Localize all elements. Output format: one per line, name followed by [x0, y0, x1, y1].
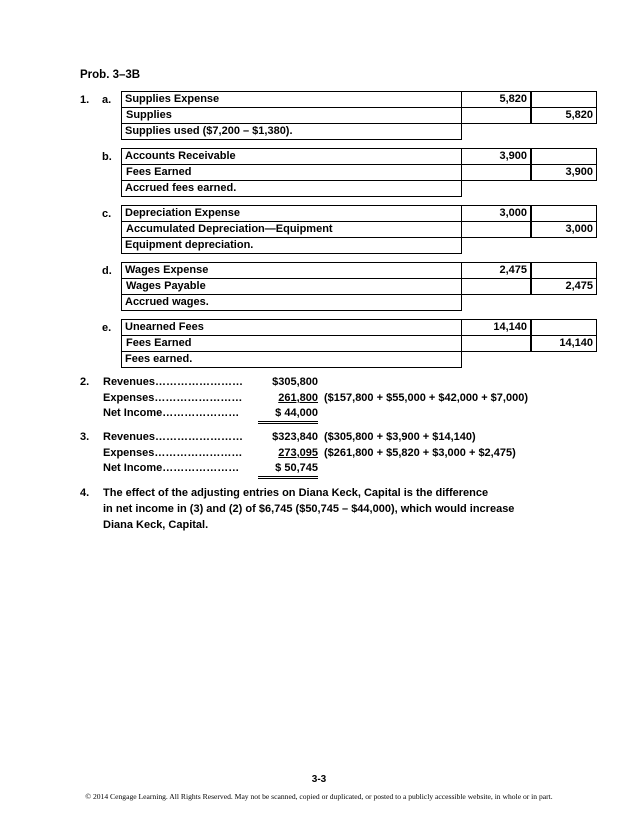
journal-entry-d	[121, 262, 597, 311]
journal-entry-e	[121, 319, 597, 368]
credit-account: Fees Earned	[122, 165, 462, 181]
income-amount: $323,840	[272, 431, 318, 443]
debit-amount: 2,475	[462, 263, 532, 279]
conclusion-line: Diana Keck, Capital.	[103, 519, 209, 531]
credit-amount: 3,900	[531, 165, 597, 181]
explanation: Supplies used ($7,200 – $1,380).	[122, 124, 462, 140]
credit-amount: 3,000	[531, 222, 597, 238]
journal-entry-c	[121, 205, 597, 254]
page-number: 3-3	[311, 774, 327, 785]
debit-account: Wages Expense	[122, 263, 462, 279]
part-number: 4.	[80, 487, 90, 499]
credit-account: Wages Payable	[122, 279, 462, 295]
debit-amount: 3,000	[462, 206, 532, 222]
debit-amount: 14,140	[462, 320, 532, 336]
debit-account: Accounts Receivable	[122, 149, 462, 165]
credit-account: Supplies	[126, 109, 172, 121]
page-title: Prob. 3–3B	[80, 69, 141, 81]
calc-note: ($261,800 + $5,820 + $3,000 + $2,475)	[324, 447, 516, 459]
income-amount: 273,095	[278, 447, 318, 459]
entry-letter: d.	[102, 265, 112, 277]
income-amount: $305,800	[272, 376, 318, 388]
income-label: Revenues……………………	[103, 376, 243, 388]
income-label: Net Income…………………	[103, 462, 240, 474]
credit-account: Accumulated Depreciation—Equipment	[122, 222, 462, 238]
debit-amount: 5,820	[462, 92, 532, 108]
income-amount: $ 44,000	[258, 407, 318, 424]
entry-letter: b.	[102, 151, 112, 163]
income-label: Expenses……………………	[103, 392, 243, 404]
debit-amount: 3,900	[462, 149, 532, 165]
credit-amount: 14,140	[531, 336, 597, 352]
copyright-notice: © 2014 Cengage Learning. All Rights Reserved. May not be scanned, copied or duplicated, or posted to a publicly accessible website, in whole or in part.	[85, 792, 553, 801]
entry-letter: e.	[102, 322, 112, 334]
calc-note: ($305,800 + $3,900 + $14,140)	[324, 431, 476, 443]
credit-amount: 5,820	[531, 108, 597, 124]
explanation: Fees earned.	[122, 352, 462, 368]
journal-entry-a	[121, 91, 597, 140]
income-label: Net Income…………………	[103, 407, 240, 419]
entry-letter: c.	[102, 208, 112, 220]
explanation: Accrued wages.	[122, 295, 462, 311]
conclusion-line: The effect of the adjusting entries on Diana Keck, Capital is the difference	[103, 487, 489, 499]
entry-letter: a.	[102, 94, 112, 106]
credit-amount: 2,475	[531, 279, 597, 295]
journal-entry-b	[121, 148, 597, 197]
income-amount: $ 50,745	[258, 462, 318, 479]
debit-account: Supplies Expense	[122, 92, 462, 108]
conclusion-line: in net income in (3) and (2) of $6,745 ($50,745 – $44,000), which would increase	[103, 503, 515, 515]
calc-note: ($157,800 + $55,000 + $42,000 + $7,000)	[324, 392, 528, 404]
credit-account: Fees Earned	[122, 336, 462, 352]
part-number: 3.	[80, 431, 90, 443]
part-number: 2.	[80, 376, 90, 388]
income-amount: 261,800	[278, 392, 318, 404]
income-label: Revenues……………………	[103, 431, 243, 443]
debit-account: Unearned Fees	[122, 320, 462, 336]
debit-account: Depreciation Expense	[122, 206, 462, 222]
explanation: Equipment depreciation.	[122, 238, 462, 254]
income-label: Expenses……………………	[103, 447, 243, 459]
explanation: Accrued fees earned.	[122, 181, 462, 197]
part-number: 1.	[80, 94, 90, 106]
